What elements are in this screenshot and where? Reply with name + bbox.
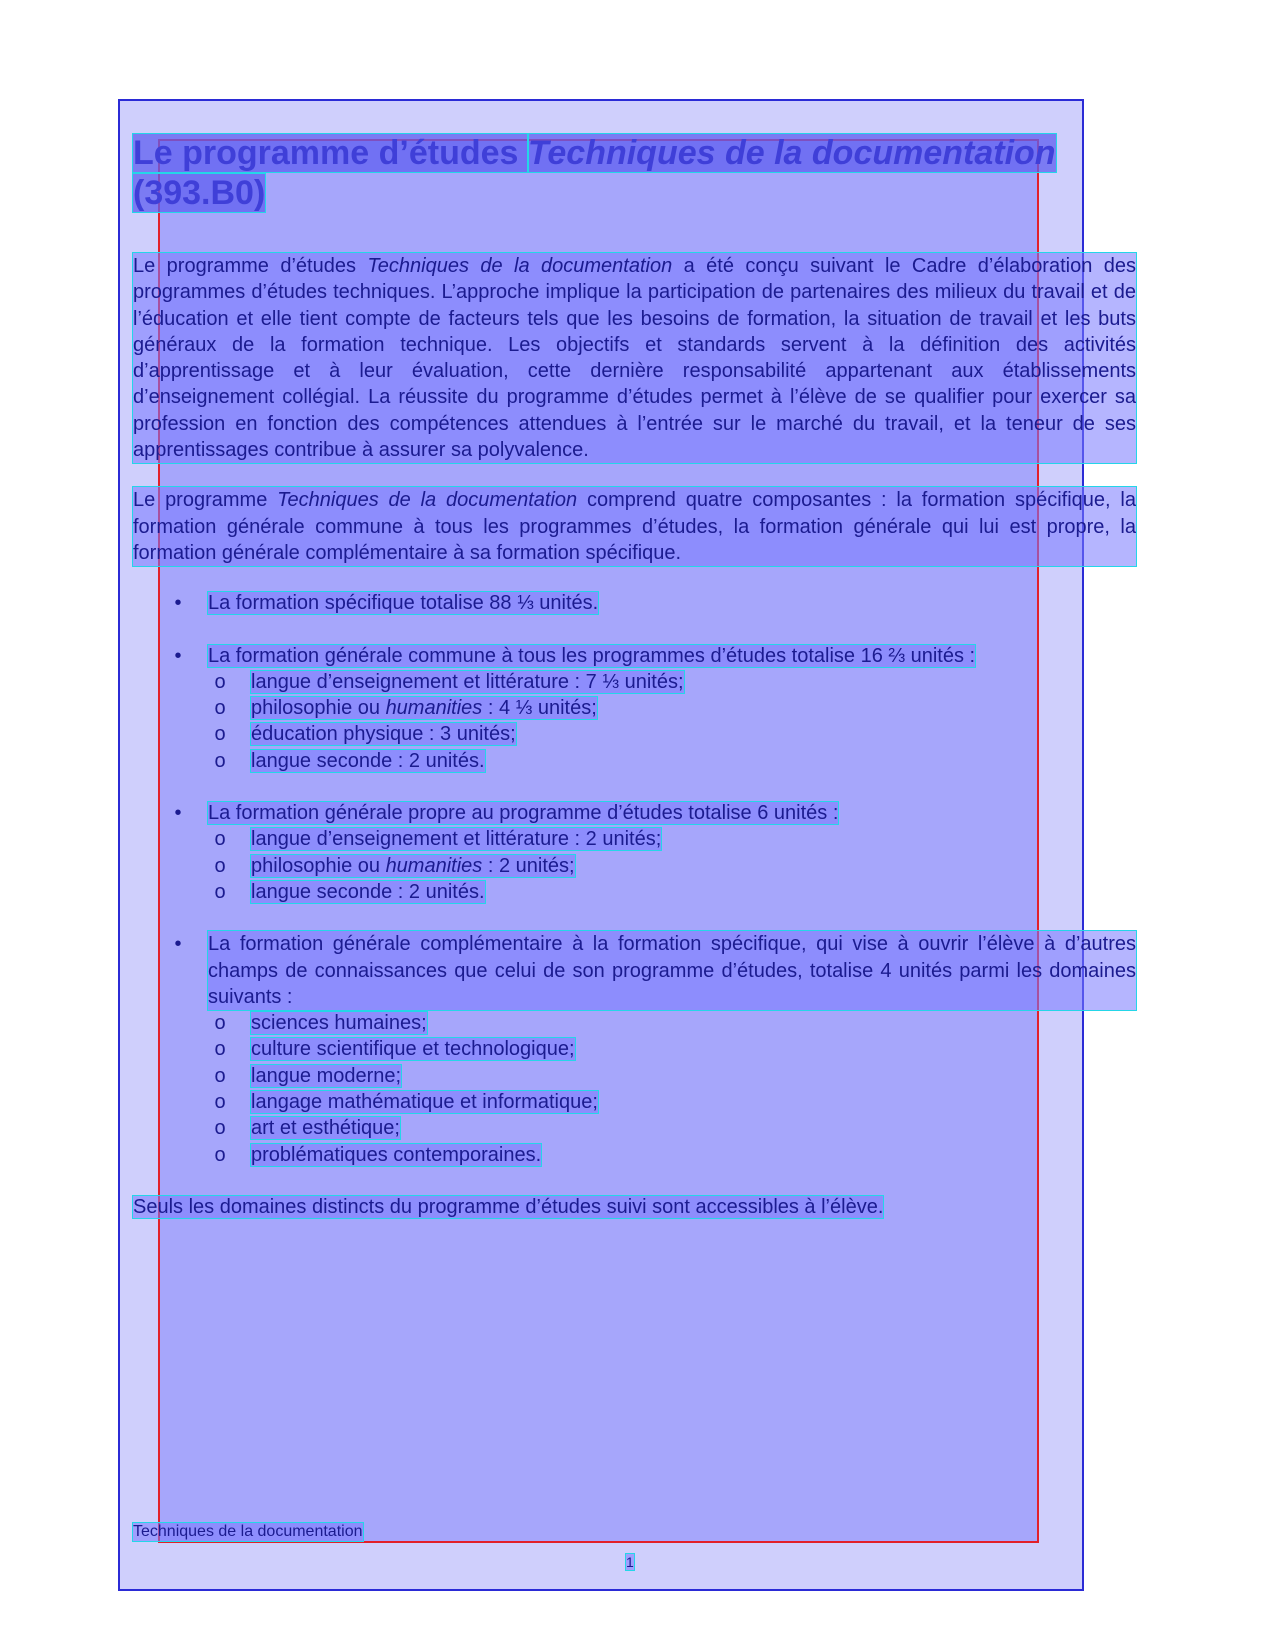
intro-paragraph bbox=[133, 253, 1136, 463]
sub-list-item bbox=[133, 1010, 1136, 1036]
sub-list-item bbox=[133, 1142, 1136, 1168]
circle-bullet-icon: o bbox=[214, 723, 226, 746]
components-paragraph bbox=[133, 487, 1136, 566]
sub-list-item bbox=[133, 1036, 1136, 1062]
page-title bbox=[133, 133, 1136, 213]
document-body bbox=[133, 133, 1136, 1244]
sub-item-text-rest: : 2 unités; bbox=[482, 854, 575, 877]
list-item-text: La formation générale complémentaire à la formation spécifique, qui vise à ouvrir l’élève à d’autres champs de connaissances que celui de son programme d’études, totalise 4 unités parmi les domaines suivants : bbox=[208, 931, 1136, 1010]
sub-list-item bbox=[133, 1063, 1136, 1089]
sub-list-item bbox=[133, 1089, 1136, 1115]
intro-program-name: Techniques de la documentation bbox=[367, 255, 673, 277]
circle-bullet-icon: o bbox=[214, 854, 226, 877]
circle-bullet-icon: o bbox=[214, 1117, 226, 1140]
bullet-icon: • bbox=[174, 644, 182, 667]
bullet-icon: • bbox=[174, 933, 182, 956]
list-item-text: La formation spécifique totalise 88 ⅓ unités. bbox=[208, 592, 599, 615]
program-code: (393.B0) bbox=[133, 174, 266, 212]
list-item-text: La formation générale propre au programme d’études totalise 6 unités : bbox=[208, 802, 839, 825]
sub-list-item-text bbox=[251, 855, 575, 877]
sub-list-item-text: langue d’enseignement et littérature : 2 unités; bbox=[251, 828, 662, 851]
sub-list-item-text: culture scientifique et technologique; bbox=[251, 1038, 575, 1061]
components-text: Le programme bbox=[133, 489, 278, 512]
sub-list-item-text: problématiques contemporaines. bbox=[251, 1143, 542, 1166]
sub-list-item-text: langue moderne; bbox=[251, 1064, 402, 1087]
circle-bullet-icon: o bbox=[214, 1038, 226, 1061]
sub-list-item-text: langage mathématique et informatique; bbox=[251, 1091, 598, 1114]
closing-paragraph bbox=[133, 1194, 1136, 1220]
page-number: 1 bbox=[626, 1554, 634, 1570]
title-italic-text: Techniques de la documentation bbox=[527, 134, 1056, 172]
footer-title: Techniques de la documentation bbox=[133, 1523, 363, 1540]
sub-list bbox=[208, 669, 1136, 774]
circle-bullet-icon: o bbox=[214, 670, 226, 693]
bullet-icon: • bbox=[174, 802, 182, 825]
circle-bullet-icon: o bbox=[214, 1143, 226, 1166]
circle-bullet-icon: o bbox=[214, 1064, 226, 1087]
circle-bullet-icon: o bbox=[214, 828, 226, 851]
sub-item-text: philosophie ou bbox=[251, 697, 386, 720]
circle-bullet-icon: o bbox=[214, 749, 226, 772]
bullet-icon: • bbox=[174, 592, 182, 615]
sub-list-item-text bbox=[251, 697, 597, 719]
sub-list-item-text: langue seconde : 2 unités. bbox=[251, 880, 485, 903]
sub-item-italic: humanities bbox=[385, 697, 483, 720]
sub-list-item bbox=[133, 695, 1136, 721]
sub-list-item bbox=[133, 1115, 1136, 1141]
sub-item-text: philosophie ou bbox=[251, 854, 386, 877]
sub-list-item bbox=[133, 826, 1136, 852]
sub-list bbox=[208, 1010, 1136, 1168]
circle-bullet-icon: o bbox=[214, 1091, 226, 1114]
sub-list-item bbox=[133, 669, 1136, 695]
sub-list bbox=[208, 826, 1136, 905]
intro-text: Le programme d’études bbox=[133, 255, 368, 277]
list-item bbox=[133, 931, 1136, 1168]
components-text-rest: comprend quatre composantes : la formation spécifique, la formation générale commune à tous les programmes d’études, la formation générale qui lui est propre, la formation générale complémentaire à sa formation spécifique. bbox=[133, 489, 1136, 564]
list-item-text: La formation générale commune à tous les programmes d’études totalise 16 ⅔ unités : bbox=[208, 644, 976, 667]
title-text: Le programme d’études bbox=[133, 134, 528, 172]
intro-text-rest: a été conçu suivant le Cadre d’élaboration des programmes d’études techniques. L’approche implique la participation de partenaires des milieux du travail et de l’éducation et elle tient compte de facteurs tels que les besoins de formation, la situation de travail et les buts généraux de la formation technique. Les objectifs et standards servent à la définition des activités d’apprentissage et à leur évaluation, cette dernière responsabilité appartenant aux établissements d’enseignement collégial. La réussite du programme d’études permet à l’élève de se qualifier pour exercer sa profession en fonction des compétences attendues à l’entrée sur le marché du travail, et la teneur de ses apprentissages contribue à assurer sa polyvalence. bbox=[133, 255, 1137, 462]
circle-bullet-icon: o bbox=[214, 1012, 226, 1035]
sub-item-italic: humanities bbox=[385, 854, 483, 877]
sub-list-item-text: langue seconde : 2 unités. bbox=[251, 749, 485, 772]
sub-list-item bbox=[133, 721, 1136, 747]
circle-bullet-icon: o bbox=[214, 697, 226, 720]
sub-list-item-text: sciences humaines; bbox=[251, 1012, 427, 1035]
training-components-list bbox=[133, 590, 1136, 1168]
sub-list-item-text: art et esthétique; bbox=[251, 1117, 400, 1140]
sub-list-item bbox=[133, 879, 1136, 905]
circle-bullet-icon: o bbox=[214, 880, 226, 903]
sub-list-item bbox=[133, 853, 1136, 879]
sub-list-item-text: éducation physique : 3 unités; bbox=[251, 723, 516, 746]
sub-item-text-rest: : 4 ⅓ unités; bbox=[482, 697, 597, 720]
list-item bbox=[133, 800, 1136, 905]
closing-text: Seuls les domaines distincts du programme d’études suivi sont accessibles à l’élève. bbox=[133, 1195, 884, 1218]
components-program-name: Techniques de la documentation bbox=[277, 489, 578, 512]
list-item bbox=[133, 590, 1136, 616]
list-item bbox=[133, 643, 1136, 774]
sub-list-item bbox=[133, 748, 1136, 774]
sub-list-item-text: langue d’enseignement et littérature : 7 ⅓ unités; bbox=[251, 670, 684, 693]
